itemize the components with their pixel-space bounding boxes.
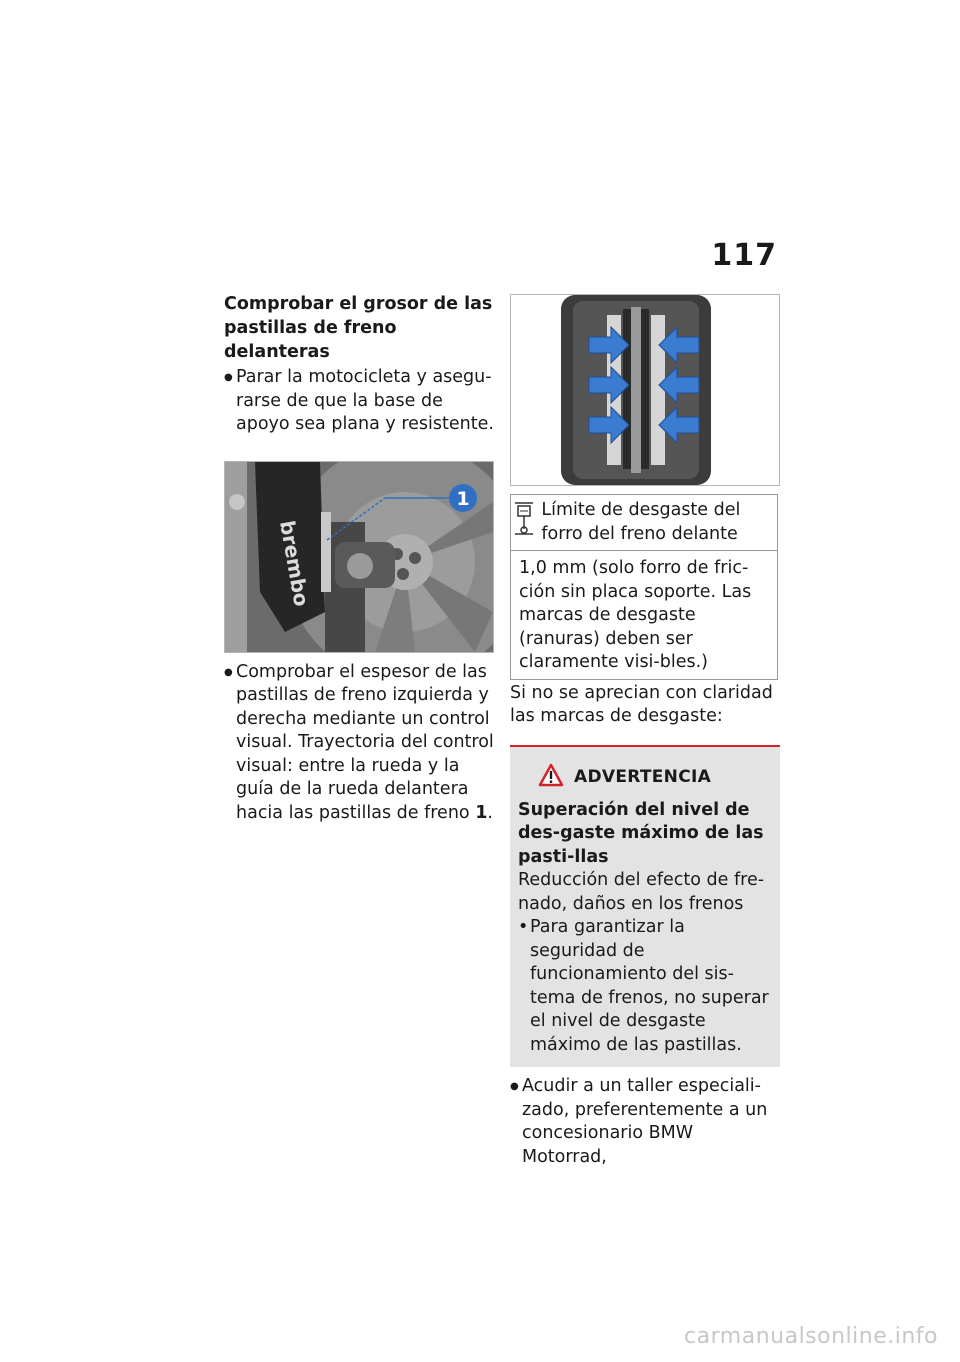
instruction-workshop: ● Acudir a un taller especiali-zado, preferentemente a un concesionario BMW Motorrad, bbox=[510, 1075, 780, 1169]
page-number: 117 bbox=[711, 238, 777, 273]
warning-title: ADVERTENCIA bbox=[574, 766, 712, 787]
warning-box bbox=[510, 745, 780, 1068]
instruction-park: ● Parar la motocicleta y asegu-rarse de que la base de apoyo sea plana y resistente. bbox=[224, 366, 494, 437]
instruction-check bbox=[224, 661, 494, 826]
callout-1: 1 bbox=[456, 487, 470, 510]
warning-bullet: • Para garantizar la seguridad de funcionamiento del sis-tema de frenos, no superar el nivel de desgaste máximo de las pastillas. bbox=[518, 916, 772, 1057]
brake-pads-photo bbox=[510, 294, 780, 486]
section-heading: Comprobar el grosor de las pastillas de freno delanteras bbox=[224, 294, 493, 362]
warning-triangle-icon bbox=[538, 763, 564, 791]
reference-number: 1 bbox=[475, 802, 488, 823]
caliper-brand-label: brembo bbox=[275, 518, 314, 608]
brake-pad-wear-icon bbox=[511, 495, 537, 550]
warning-header bbox=[518, 763, 772, 791]
watermark: carmanualsonline.info bbox=[684, 1324, 938, 1349]
wear-paragraph: Si no se aprecian con claridad las marcas de desgaste: bbox=[510, 682, 773, 726]
spec-header-row bbox=[511, 495, 777, 551]
instruction-check-end: . bbox=[487, 802, 493, 823]
instruction-check-text: Comprobar el espesor de las pastillas de freno izquierda y derecha mediante un control visual. Trayectoria del control visual: entre la rueda y la guía de la rueda delantera hacia las pastillas de freno bbox=[236, 661, 494, 823]
right-column bbox=[510, 294, 780, 1169]
spec-value: 1,0 mm (solo forro de fric-ción sin placa soporte. Las marcas de desgaste (ranuras) deben ser claramente visi-bles.) bbox=[519, 558, 752, 672]
spec-table bbox=[510, 494, 778, 680]
warning-text: Reducción del efecto de fre-nado, daños en los frenos bbox=[518, 870, 765, 914]
left-column bbox=[224, 292, 494, 825]
warning-subtitle: Superación del nivel de des-gaste máximo de las pasti-llas bbox=[518, 799, 764, 867]
brake-caliper-photo bbox=[224, 461, 494, 653]
spec-title: Límite de desgaste del forro del freno delante bbox=[541, 500, 741, 544]
